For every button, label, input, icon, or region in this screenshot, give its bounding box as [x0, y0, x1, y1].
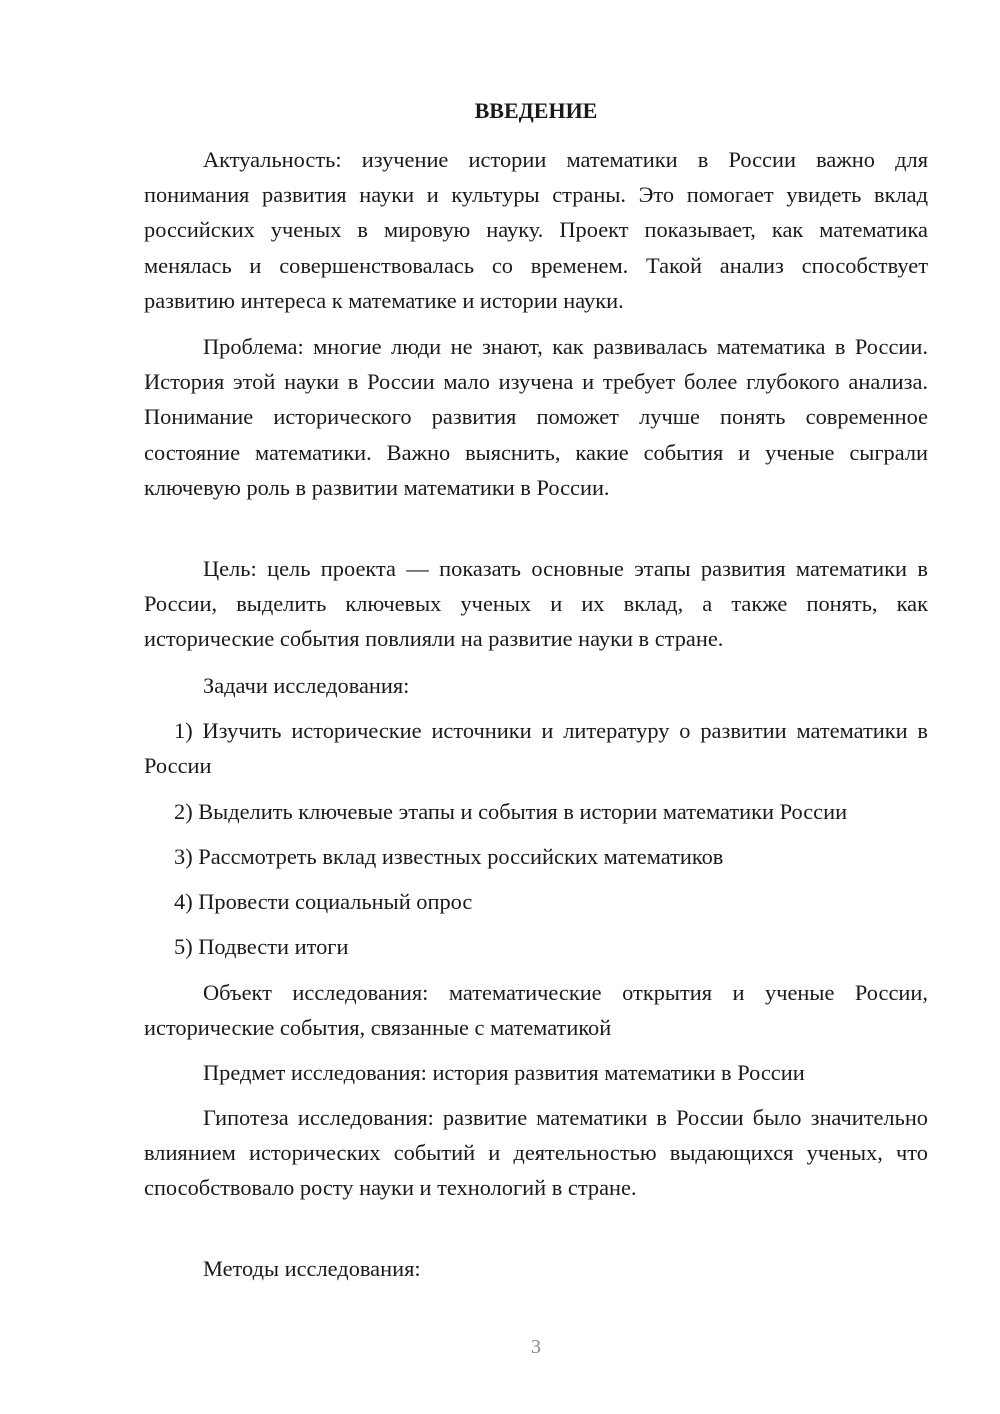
- hypothesis-paragraph: Гипотеза исследования: развитие математики в России было значительно влиянием исторических событий и деятельностью выдающихся ученых, что способствовало росту науки и технологий в стране.: [144, 1105, 928, 1201]
- relevance-paragraph: Актуальность: изучение истории математики в России важно для понимания развития науки и культуры страны. Это помогает увидеть вклад российских ученых в мировую науку. Проект показывает, как математика менялась и совершенствовалась со временем. Такой анализ способствует развитию интереса к математике и истории науки.: [144, 147, 928, 313]
- goal-paragraph: Цель: цель проекта — показать основные этапы развития математики в России, выделить ключевых ученых и их вклад, а также понять, как исторические события повлияли на развитие науки в стране.: [144, 556, 928, 652]
- task-item-4: 4) Провести социальный опрос: [174, 889, 473, 914]
- task-item-5: 5) Подвести итоги: [174, 934, 349, 959]
- task-item-3: 3) Рассмотреть вклад известных российских математиков: [174, 844, 724, 869]
- tasks-heading: Задачи исследования:: [203, 673, 410, 698]
- problem-paragraph: Проблема: многие люди не знают, как развивалась математика в России. История этой науки в России мало изучена и требует более глубокого анализа. Понимание исторического развития поможет лучше понять современное состояние математики. Важно выяснить, какие события и ученые сыграли ключевую роль в развитии математики в России.: [144, 334, 928, 500]
- page-title: ВВЕДЕНИЕ: [474, 98, 598, 123]
- task-item-2: 2) Выделить ключевые этапы и события в истории математики России: [174, 799, 848, 824]
- document-page: [144, 0, 928, 1414]
- subject-paragraph: Предмет исследования: история развития математики в России: [203, 1060, 805, 1085]
- object-paragraph: Объект исследования: математические открытия и ученые России, исторические события, связанные с математикой: [144, 980, 928, 1041]
- task-item-1: 1) Изучить исторические источники и литературу о развитии математики в России: [144, 718, 928, 779]
- page-number: 3: [531, 1336, 541, 1358]
- methods-heading: Методы исследования:: [203, 1256, 421, 1281]
